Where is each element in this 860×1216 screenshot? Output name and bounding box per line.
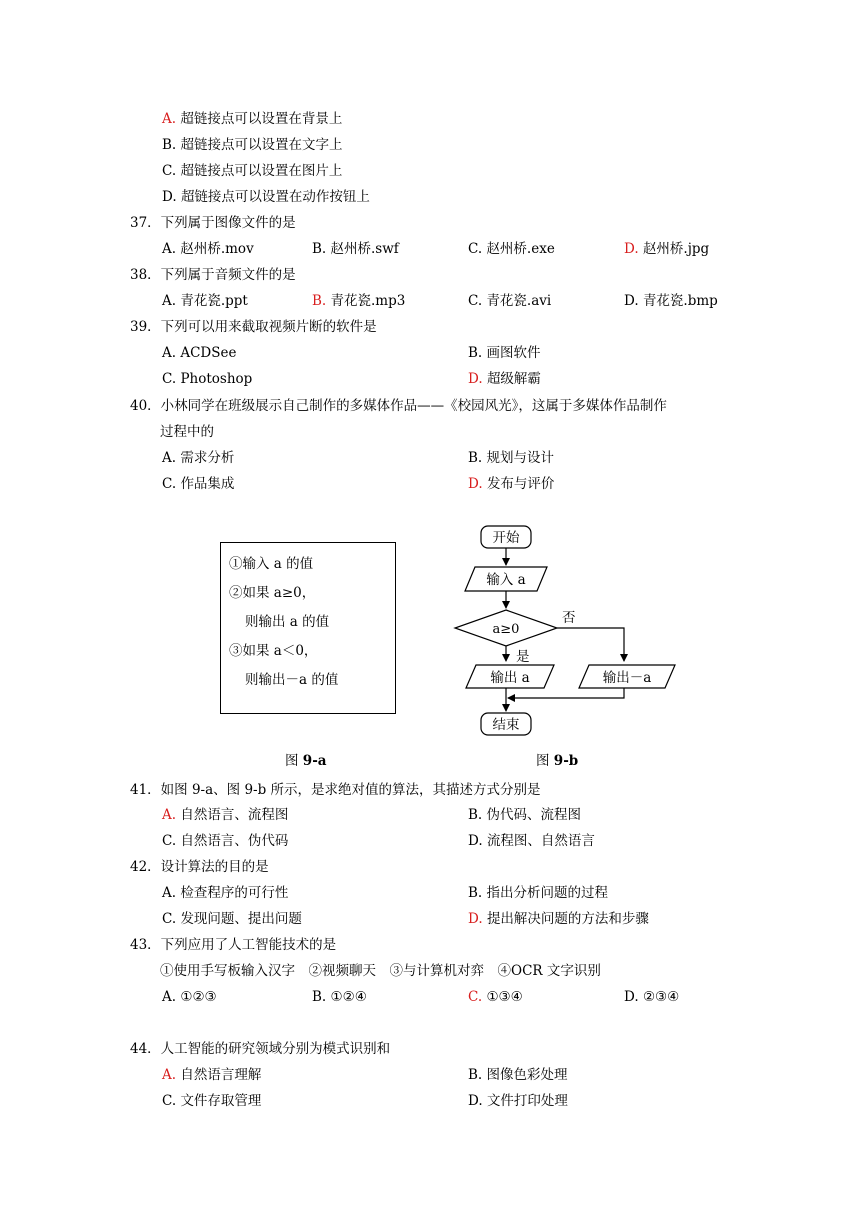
q36-option-a: A. 超链接点可以设置在背景上 <box>162 111 343 127</box>
q42-option-b: B. 指出分析问题的过程 <box>468 885 609 901</box>
q36-option-d: D. 超链接点可以设置在动作按钮上 <box>162 189 370 205</box>
figure-9a-caption: 图 9-a <box>285 753 327 769</box>
q40-option-c: C. 作品集成 <box>162 476 235 492</box>
q40-option-b: B. 规划与设计 <box>468 450 555 466</box>
figure-9a-box <box>220 542 396 714</box>
q43-option-d: D. ②③④ <box>624 989 680 1005</box>
q42-option-a: A. 检查程序的可行性 <box>162 885 289 901</box>
q43-option-c: C. ①③④ <box>468 989 523 1005</box>
q39-option-a: A. ACDSee <box>162 345 237 361</box>
q37-option-a: A. 赵州桥.mov <box>162 241 254 257</box>
q38-option-c: C. 青花瓷.avi <box>468 293 552 309</box>
q44-stem: 44．人工智能的研究领域分别为模式识别和 <box>130 1041 391 1057</box>
flow-output-a-label: 输出 a <box>490 670 530 686</box>
q38-option-b: B. 青花瓷.mp3 <box>312 293 406 309</box>
q43-option-b: B. ①②④ <box>312 989 367 1005</box>
q44-option-a: A. 自然语言理解 <box>162 1067 262 1083</box>
flow-end-label: 结束 <box>492 717 520 733</box>
figure-9b-caption: 图 9-b <box>536 753 579 769</box>
q37-option-c: C. 赵州桥.exe <box>468 241 555 257</box>
flow-input-label: 输入 a <box>486 572 526 588</box>
flow-yes-label: 是 <box>516 649 530 665</box>
q38-option-d: D. 青花瓷.bmp <box>624 293 718 309</box>
flow-output-neg-label: 输出－a <box>602 670 652 686</box>
q44-option-b: B. 图像色彩处理 <box>468 1067 568 1083</box>
q40-stem-line1: 40．小林同学在班级展示自己制作的多媒体作品——《校园风光》，这属于多媒体作品制作 <box>130 398 667 414</box>
q42-stem: 42．设计算法的目的是 <box>130 859 269 875</box>
q43-option-a: A. ①②③ <box>162 989 217 1005</box>
q41-option-d: D. 流程图、自然语言 <box>468 833 595 849</box>
q40-stem-line2: 过程中的 <box>160 424 214 440</box>
flow-decision-label: a≥0 <box>492 622 520 637</box>
q40-option-a: A. 需求分析 <box>162 450 235 466</box>
flow-no-label: 否 <box>562 610 576 626</box>
q41-option-a: A. 自然语言、流程图 <box>162 807 289 823</box>
q40-option-d: D. 发布与评价 <box>468 476 555 492</box>
fig9a-line-5: 则输出－a 的值 <box>245 672 339 688</box>
q39-option-c: C. Photoshop <box>162 371 253 387</box>
q36-option-c: C. 超链接点可以设置在图片上 <box>162 163 343 179</box>
fig9a-line-2: ②如果 a≥0， <box>229 585 316 601</box>
q39-stem: 39．下列可以用来截取视频片断的软件是 <box>130 319 377 335</box>
q41-option-b: B. 伪代码、流程图 <box>468 807 582 823</box>
q37-option-b: B. 赵州桥.swf <box>312 241 399 257</box>
fig9a-line-3: 则输出 a 的值 <box>245 614 330 630</box>
q42-option-c: C. 发现问题、提出问题 <box>162 911 302 927</box>
q38-option-a: A. 青花瓷.ppt <box>162 293 248 309</box>
q41-stem: 41．如图 9-a、图 9-b 所示，是求绝对值的算法，其描述方式分别是 <box>130 782 541 798</box>
fig9a-line-1: ①输入 a 的值 <box>229 556 314 572</box>
q39-option-b: B. 画图软件 <box>468 345 541 361</box>
figure-9b-flowchart <box>440 515 700 745</box>
q42-option-d: D. 提出解决问题的方法和步骤 <box>468 911 649 927</box>
q37-option-d: D. 赵州桥.jpg <box>624 241 710 257</box>
q41-option-c: C. 自然语言、伪代码 <box>162 833 289 849</box>
fig9a-line-4: ③如果 a＜0， <box>229 643 318 659</box>
q43-items: ①使用手写板输入汉字 ②视频聊天 ③与计算机对弈 ④OCR 文字识别 <box>160 963 601 979</box>
q38-stem: 38．下列属于音频文件的是 <box>130 267 296 283</box>
q44-option-c: C. 文件存取管理 <box>162 1093 262 1109</box>
q36-option-b: B. 超链接点可以设置在文字上 <box>162 137 343 153</box>
flow-start-label: 开始 <box>492 530 520 546</box>
q43-stem: 43．下列应用了人工智能技术的是 <box>130 937 337 953</box>
q37-stem: 37．下列属于图像文件的是 <box>130 215 296 231</box>
q39-option-d: D. 超级解霸 <box>468 371 541 387</box>
q44-option-d: D. 文件打印处理 <box>468 1093 568 1109</box>
